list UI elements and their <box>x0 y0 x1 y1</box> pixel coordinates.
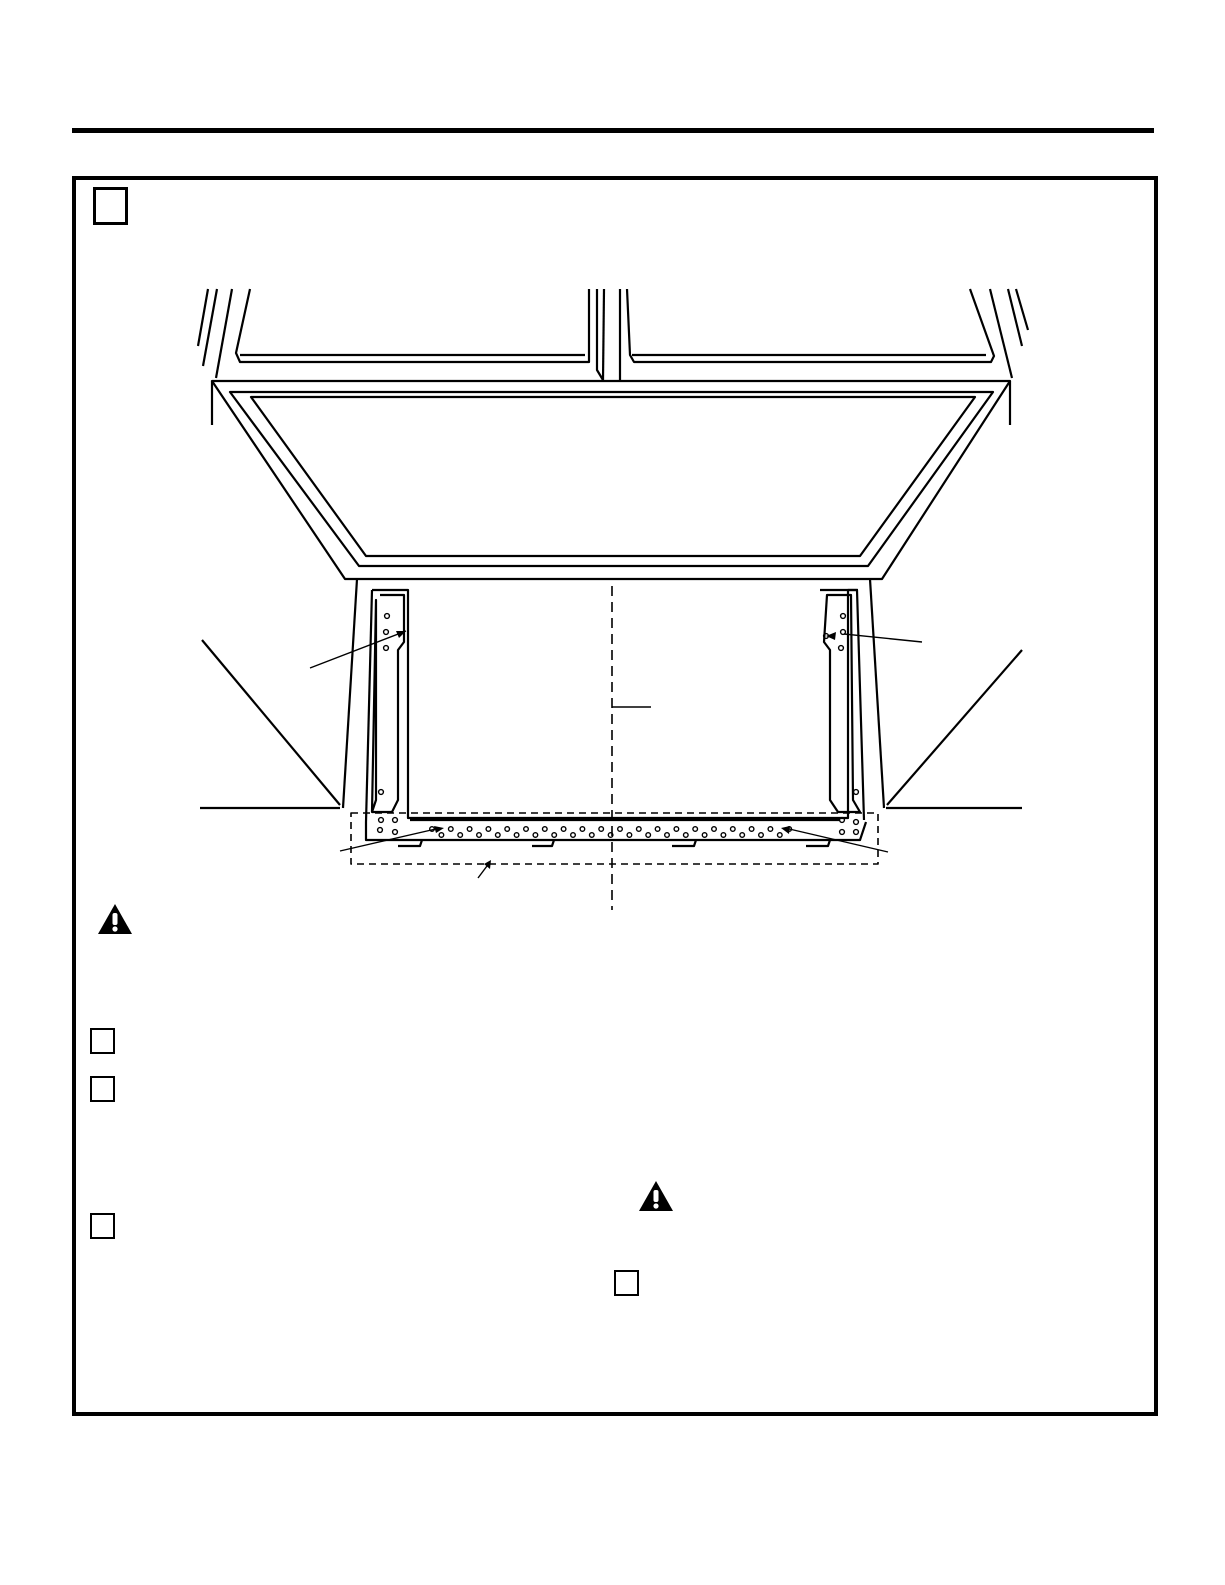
rail-hole <box>590 833 595 838</box>
rail-hole <box>552 833 557 838</box>
rail-hole <box>618 827 623 832</box>
rail-hole <box>627 833 632 838</box>
rail-hole <box>646 833 651 838</box>
right-mounting-plate <box>820 590 864 820</box>
rail-hole <box>778 833 783 838</box>
rail-hole <box>430 827 435 832</box>
rail-hole <box>599 827 604 832</box>
rail-hole <box>561 827 566 832</box>
step-checkbox-2 <box>90 1076 115 1102</box>
rail-hole <box>449 827 454 832</box>
rail-hole <box>637 827 642 832</box>
mounting-holes <box>378 614 859 835</box>
rail-hole <box>693 827 698 832</box>
rail-hole <box>684 833 689 838</box>
rail-hole <box>486 827 491 832</box>
rail-hole <box>702 833 707 838</box>
rail-hole <box>665 833 670 838</box>
step-checkbox-3 <box>90 1213 115 1239</box>
rail-hole <box>533 833 538 838</box>
cabinet-doors <box>198 289 1028 380</box>
rail-hole <box>439 833 444 838</box>
step-checkbox-1 <box>90 1028 115 1054</box>
rail-hole <box>543 827 548 832</box>
warning-triangle-icon <box>637 1179 675 1213</box>
rail-hole <box>768 827 773 832</box>
rail-hole <box>749 827 754 832</box>
rail-hole <box>655 827 660 832</box>
rail-hole <box>458 833 463 838</box>
rail-hole <box>580 827 585 832</box>
rail-hole <box>759 833 764 838</box>
warning-triangle-icon <box>96 902 134 936</box>
rail-hole <box>467 827 472 832</box>
rail-holes <box>430 827 792 838</box>
rail-hole <box>496 833 501 838</box>
rail-hole <box>731 827 736 832</box>
rail-hole <box>514 833 519 838</box>
wall-lines <box>200 579 1022 808</box>
rail-hole <box>477 833 482 838</box>
rail-hole <box>571 833 576 838</box>
rail-hole <box>712 827 717 832</box>
rail-hole <box>608 833 613 838</box>
cabinet-bottom <box>212 381 1010 579</box>
rail-hole <box>740 833 745 838</box>
step-checkbox-4 <box>614 1270 639 1296</box>
rail-hole <box>721 833 726 838</box>
rail-hole <box>524 827 529 832</box>
rail-hole <box>505 827 510 832</box>
rail-hole <box>674 827 679 832</box>
